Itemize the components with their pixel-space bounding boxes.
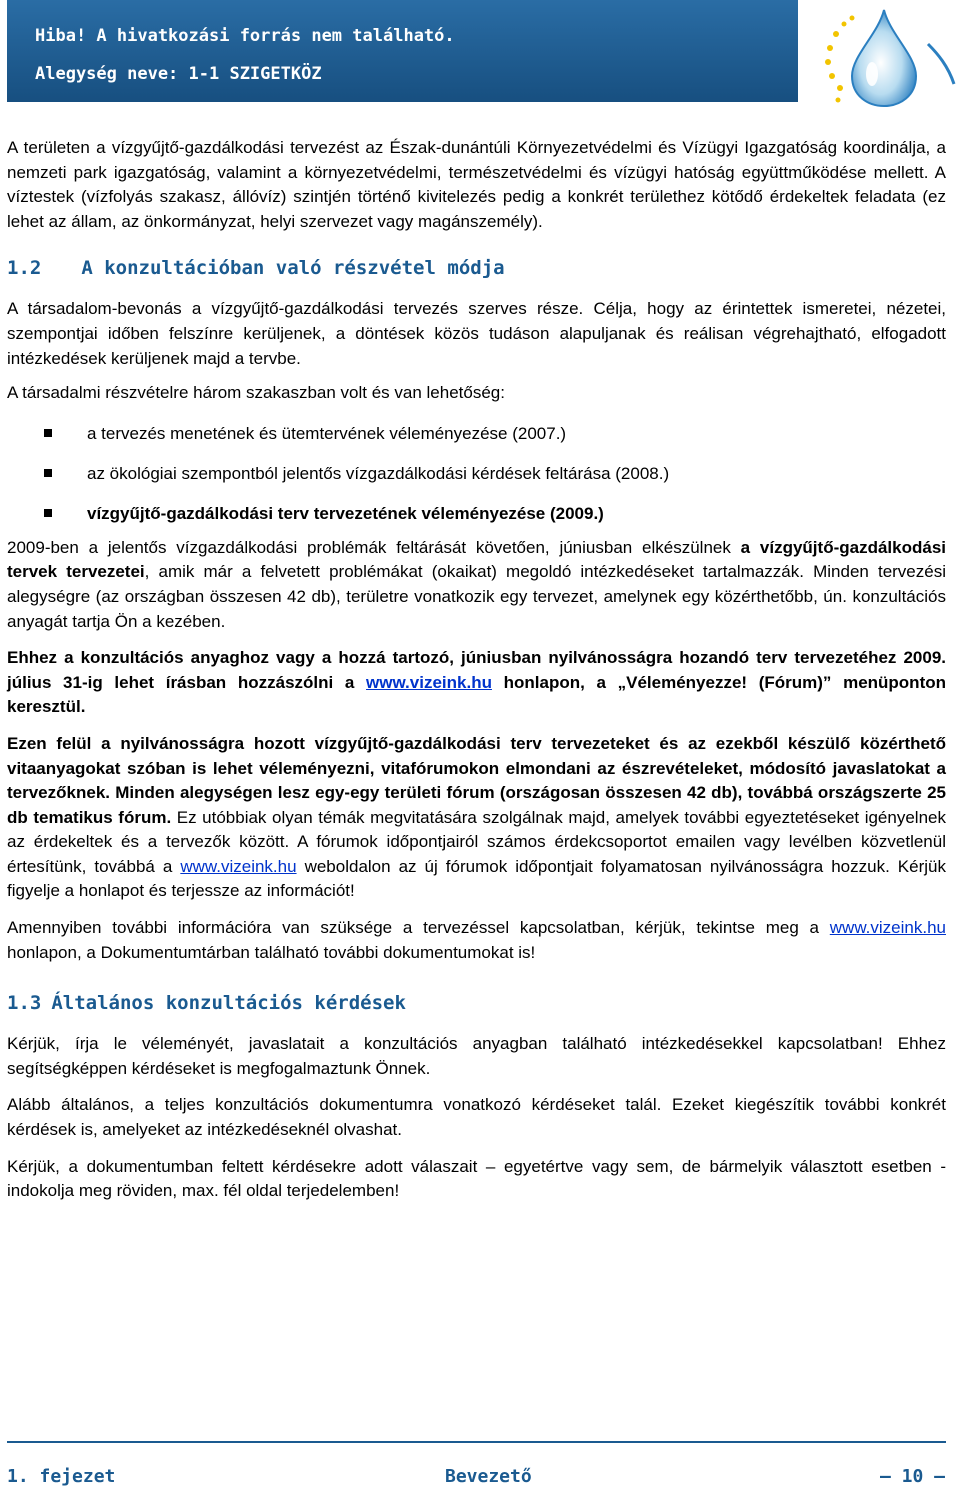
header-banner xyxy=(7,0,798,102)
footer-page-number: — 10 — xyxy=(879,1466,945,1487)
footer-divider xyxy=(7,1441,946,1443)
square-bullet-icon xyxy=(44,429,52,437)
paragraph-forums: Ezen felül a nyilvánosságra hozott vízgyűjtő-gazdálkodási terv tervezeteket és az ezekből készülő közérthető vitaanyagokat szóban is lehet véleményezni, vitafórumokon elmondani az észrevételeket, módosító javaslatokat a tervezőknek. Minden alegységen lesz egy-egy területi fórum (országosan összesen 42 db), továbbá országszerte 25 db tematikus fórum. Ez utóbbiak olyan témák megvitatására szolgálnak majd, amelyek további egyeztetéseket igényelnek az érdekeltek és a tervezők között. A fórumok időpontjairól számos érdekcsoportot emailen vagy levélben közvetlenül értesítünk, továbbá a www.vizeink.hu weboldalon az új fórumok időpontjait folyamatosan nyilvánosságra hozzuk. Kérjük figyelje a honlapot és terjessze az információt! xyxy=(7,733,946,901)
section-number: 1.2 xyxy=(7,257,42,280)
section-heading-1-3 xyxy=(7,990,946,1016)
square-bullet-icon xyxy=(44,469,52,477)
section-title: Általános konzultációs kérdések xyxy=(51,992,406,1015)
header-error-title: Hiba! A hivatkozási forrás nem található. xyxy=(35,26,455,46)
paragraph-more-info: Amennyiben további információra van szüksége a tervezéssel kapcsolatban, kérjük, tekintse meg a www.vizeink.hu honlapon, a Dokumentumtárban található további dokumentumokat is! xyxy=(7,918,946,962)
header-subunit-name: Alegység neve: 1-1 SZIGETKÖZ xyxy=(35,64,322,84)
list-item: a tervezés menetének és ütemtervének véleményezése (2007.) xyxy=(7,414,946,454)
paragraph-written-comments: Ehhez a konzultációs anyaghoz vagy a hozzá tartozó, júniusban nyilvánosságra hozandó terv tervezetéhez 2009. július 31-ig lehet írásban hozzászólni a www.vizeink.hu honlapon, a „Véleményezze! (Fórum)” menüponton keresztül. xyxy=(7,648,946,717)
paragraph-2009-drafts: 2009-ben a jelentős vízgazdálkodási problémák feltárását követően, júniusban elkészülnek a vízgyűjtő-gazdálkodási tervek tervezetei, amik már a felvetett problémákat (okaikat) megoldó intézkedéseket tartalmazzák. Minden tervezési alegységre (az országban összesen 42 db), területre vonatkozik egy tervezet, amelynek egy közérthetőbb, ún. konzultációs anyagát tartja Ön a kezében. xyxy=(7,537,946,631)
vizeink-link[interactable]: www.vizeink.hu xyxy=(180,856,297,876)
section-number: 1.3 xyxy=(7,992,42,1015)
paragraph-general-questions: Alább általános, a teljes konzultációs dokumentumra vonatkozó kérdéseket talál. Ezeket kiegészítik további konkrét kérdések is, amelyeket az intézkedéseknél olvashat. xyxy=(7,1095,946,1140)
footer-chapter: 1. fejezet xyxy=(7,1466,116,1487)
paragraph-three-phases: A társadalmi részvételre három szakaszban volt és van lehetőség: xyxy=(7,383,505,403)
vizeink-link[interactable]: www.vizeink.hu xyxy=(829,918,946,938)
water-drop-logo-icon xyxy=(808,4,956,108)
phase-list xyxy=(7,414,946,534)
paragraph-public-participation: A társadalom-bevonás a vízgyűjtő-gazdálkodási tervezés szerves része. Célja, hogy az érintettek ismeretei, nézetei, szempontjai időben felszínre kerüljenek, a döntések közös tudáson alapuljanak és reálisan végrehajtható, elfogadott intézkedések kerüljenek majd a tervbe. xyxy=(7,299,946,368)
list-item: az ökológiai szempontból jelentős vízgazdálkodási kérdések feltárása (2008.) xyxy=(7,454,946,494)
paragraph-answer-instructions: Kérjük, a dokumentumban feltett kérdésekre adott válaszait – egyetértve vagy sem, de bármelyik választott esetben - indokolja meg röviden, max. fél oldal terjedelemben! xyxy=(7,1156,946,1201)
main-content xyxy=(7,136,946,1204)
paragraph-request-opinion: Kérjük, írja le véleményét, javaslatait a konzultációs anyagban található intézkedésekkel kapcsolatban! Ehhez segítségképpen kérdéseket is megfogalmaztunk Önnek. xyxy=(7,1034,946,1078)
list-item: vízgyűjtő-gazdálkodási terv tervezetének véleményezése (2009.) xyxy=(7,494,946,534)
vizeink-link[interactable]: www.vizeink.hu xyxy=(366,672,492,692)
paragraph-coordination: A területen a vízgyűjtő-gazdálkodási tervezést az Észak-dunántúli Környezetvédelmi és Vízügyi Igazgatóság koordinálja, a nemzeti park igazgatóság, valamint a környezetvédelmi, természetvédelmi és vízügyi hatóság együttműködése mellett. A víztestek (vízfolyás szakasz, állóvíz) szintjén történő kivitelezés pedig a konkrét területhez kötődő érdekeltek feladata (ez lehet az állam, az önkormányzat, helyi szervezet vagy magánszemély). xyxy=(7,138,946,231)
square-bullet-icon xyxy=(44,509,52,517)
section-title: A konzultációban való részvétel módja xyxy=(81,257,505,280)
section-heading-1-2 xyxy=(7,255,946,281)
footer-section: Bevezető xyxy=(445,1466,532,1487)
